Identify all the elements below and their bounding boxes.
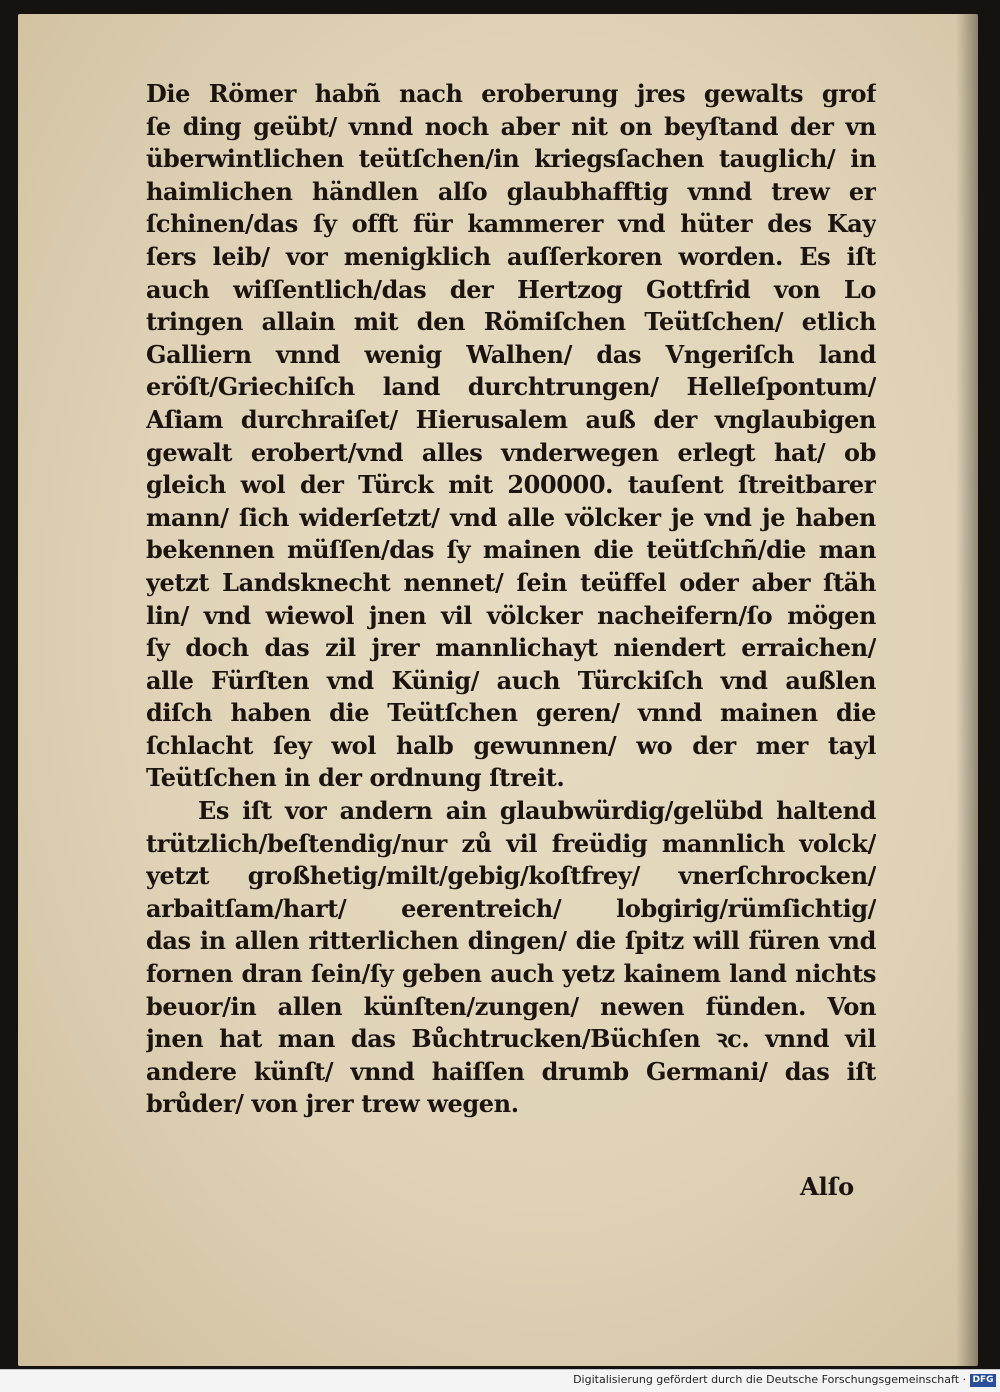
text-line-7: auch wiſſentlich/das der Hertzog Gottfrid von Lo: [146, 274, 876, 304]
text-line-31: andere künſt/ vnnd haiſſen drumb Germani/ das iſt: [146, 1056, 876, 1086]
text-line-12: gewalt erobert/vnd alles vnderwegen erlegt hat/ ob: [146, 437, 876, 467]
text-line-5: ſchinen/das ſy offt für kammerer vnd hüter des Kay: [146, 209, 876, 239]
catchword: Alſo: [800, 1172, 855, 1201]
text-line-10: eröſt/Griechiſch land durchtrungen/ Helleſpontum/: [146, 372, 876, 402]
page-text: [146, 78, 876, 1121]
dfg-logo: DFG: [970, 1374, 996, 1387]
text-line-8: tringen allain mit den Römiſchen Teütſchen/ etlich: [146, 307, 876, 337]
text-line-6: ſers leib/ vor menigklich auſſerkoren worden. Es iſt: [146, 241, 876, 271]
text-line-3: überwintlichen teütſchen/in kriegsſachen tauglich/ in: [146, 144, 876, 174]
text-line-20: diſch haben die Teütſchen geren/ vnnd mainen die: [146, 698, 876, 728]
text-line-26: arbaitſam/hart/ eerentreich/ lobgirig/rümſichtig/: [146, 893, 876, 923]
text-line-28: fornen dran ſein/ſy geben auch yetz kainem land nichts: [146, 959, 876, 989]
text-line-14: mann/ ſich widerſetzt/ vnd alle völcker je vnd je haben: [146, 502, 876, 532]
footer-bar: [0, 1369, 1000, 1392]
text-line-21: ſchlacht ſey wol halb gewunnen/ wo der mer tayl: [146, 730, 876, 760]
text-line-22: Teütſchen in der ordnung ſtreit.: [146, 763, 565, 793]
text-line-18: ſy doch das zil jrer mannlichayt niendert erraichen/: [146, 633, 876, 663]
text-line-15: bekennen müſſen/das ſy mainen die teütſchñ/die man: [146, 535, 876, 565]
text-line-4: haimlichen händlen alſo glaubhafftig vnnd trew er: [146, 176, 876, 206]
text-line-30: jnen hat man das Bůchtrucken/Büchſen ꝛc. vnnd vil: [146, 1024, 876, 1054]
text-line-19: alle Fürſten vnd Künig/ auch Türckiſch vnd außlen: [146, 665, 876, 695]
text-line-24: trützlich/beſtendig/nur zů vil freüdig mannlich volck/: [146, 828, 876, 858]
text-line-9: Galliern vnnd wenig Walhen/ das Vngeriſch land: [146, 339, 876, 369]
text-line-23: Es iſt vor andern ain glaubwürdig/gelübd haltend: [198, 796, 876, 826]
text-line-2: ſe ding geübt/ vnnd noch aber nit on beyſtand der vn: [146, 111, 876, 141]
text-line-25: yetzt großhetig/milt/gebig/koſtfrey/ vnerſchrocken/: [146, 861, 876, 891]
text-line-32: brůder/ von jrer trew wegen.: [146, 1089, 519, 1119]
spine-shadow: [956, 14, 978, 1366]
text-line-11: Aſiam durchraiſet/ Hierusalem auß der vnglaubigen: [146, 404, 876, 434]
text-line-16: yetzt Landsknecht nennet/ ſein teüffel oder aber ſtäh: [146, 567, 876, 597]
text-line-13: gleich wol der Türck mit 200000. tauſent ſtreitbarer: [146, 470, 876, 500]
text-line-1: Die Römer habñ nach eroberung jres gewalts grof: [146, 79, 876, 108]
funding-credit: Digitalisierung gefördert durch die Deutsche Forschungsgemeinschaft ·: [573, 1373, 966, 1386]
text-line-17: lin/ vnd wiewol jnen vil völcker nacheifern/ſo mögen: [146, 600, 876, 630]
text-line-29: beuor/in allen künſten/zungen/ newen fünden. Von: [146, 991, 876, 1021]
text-line-27: das in allen ritterlichen dingen/ die ſpitz will füren vnd: [146, 926, 876, 956]
